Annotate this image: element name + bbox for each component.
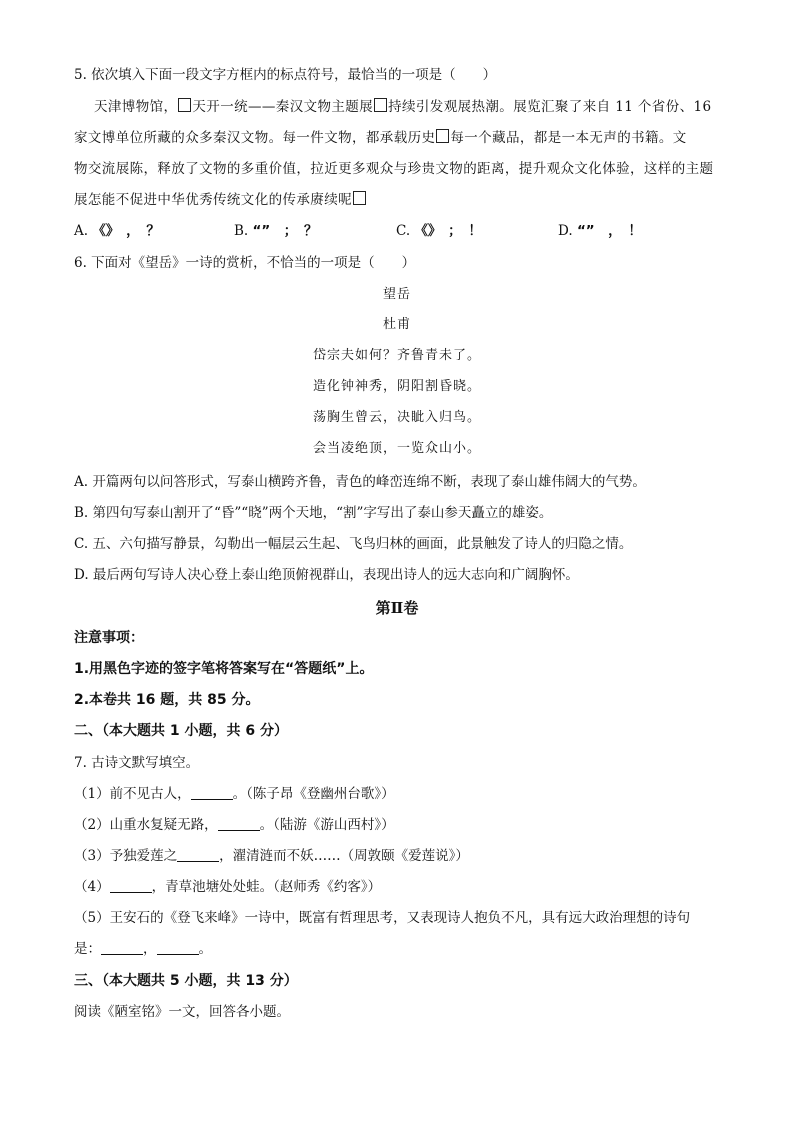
notice-2: 2.本卷共 16 题，共 85 分。 [74, 692, 260, 708]
q5-text: 天津博物馆， [94, 99, 178, 115]
q5-text: 天开一统——秦汉文物主题展 [192, 99, 374, 115]
q5-passage-line1 [94, 98, 711, 116]
q5-passage-line3: 物交流展陈，释放了文物的多重价值，拉近更多观众与珍贵文物的距离，提升观众文化体验，这样的主题 [74, 161, 714, 177]
option-text: “” ， ！ [576, 223, 642, 239]
item-text: ， [143, 941, 157, 957]
q5-text: 家文博单位所藏的众多秦汉文物。每一件文物，都承载历史 [74, 130, 436, 146]
punct-box [353, 191, 366, 205]
q7-item-2 [74, 816, 395, 834]
q6-option-d[interactable]: D. 最后两句写诗人决心登上泰山绝顶俯视群山，表现出诗人的远大志向和广阔胸怀。 [74, 567, 579, 583]
q6-option-b[interactable]: B. 第四句写泰山割开了“昏”“晓”两个天地，“割”字写出了泰山参天矗立的雄姿。 [74, 505, 553, 521]
section3-heading: 三、（本大题共 5 小题，共 13 分） [74, 973, 298, 989]
notice-1: 1.用黑色字迹的签字笔将答案写在“答题纸”上。 [74, 661, 374, 677]
q5-passage-line4 [74, 191, 367, 209]
q7-item-4 [74, 878, 381, 896]
notice-heading: 注意事项： [74, 630, 144, 646]
q6-stem: 6. 下面对《望岳》一诗的赏析，不恰当的一项是（ ） [74, 255, 416, 271]
q7-item-5: （5）王安石的《登飞来峰》一诗中，既富有哲理思考，又表现诗人抱负不凡，具有远大政治理想的诗句 [74, 910, 691, 926]
q5-option-c[interactable] [396, 222, 482, 240]
item-text: ，濯清涟而不妖……（周敦颐《爱莲说》） [219, 848, 469, 864]
option-letter: B. [234, 223, 249, 239]
punct-box [178, 98, 191, 112]
q7-item-3 [74, 847, 469, 865]
item-text: （2）山重水复疑无路， [74, 817, 218, 833]
q6-option-c[interactable]: C. 五、六句描写静景，勾勒出一幅层云生起、飞鸟归林的画面，此景触发了诗人的归隐之情。 [74, 536, 633, 552]
part2-title: 第Ⅱ卷 [375, 599, 419, 617]
section2-heading: 二、（本大题共 1 小题，共 6 分） [74, 723, 288, 739]
poem-line: 会当凌绝顶，一览众山小。 [312, 441, 481, 456]
section3-intro: 阅读《陋室铭》一文，回答各小题。 [74, 1004, 290, 1020]
item-text: 是： [74, 941, 101, 957]
option-letter: D. [558, 223, 573, 239]
answer-blank[interactable] [110, 878, 152, 893]
option-text: “” ； ？ [252, 223, 318, 239]
item-text: 。 [198, 941, 212, 957]
punct-box [436, 129, 449, 143]
answer-blank[interactable] [101, 940, 143, 955]
option-letter: C. [396, 223, 411, 239]
poem-line: 岱宗夫如何？齐鲁青未了。 [312, 348, 481, 363]
answer-blank[interactable] [191, 785, 233, 800]
answer-blank[interactable] [177, 847, 219, 862]
item-text: （1）前不见古人， [74, 786, 191, 802]
q7-item-5-answer [74, 940, 212, 958]
poem-line: 荡胸生曾云，决眦入归鸟。 [312, 410, 481, 425]
q5-text: 持续引发观展热潮。展览汇聚了来自 11 个省份、16 [388, 99, 712, 115]
poem-author: 杜甫 [382, 317, 411, 332]
q7-item-1 [74, 785, 395, 803]
item-text: ，青草池塘处处蛙。（赵师秀《约客》） [151, 879, 382, 895]
punct-box [374, 98, 387, 112]
q6-option-a[interactable]: A. 开篇两句以问答形式，写泰山横跨齐鲁，青色的峰峦连绵不断，表现了泰山雄伟阔大的气势。 [74, 474, 646, 490]
q5-option-a[interactable] [74, 222, 160, 240]
poem-title: 望岳 [382, 287, 411, 302]
q7-stem: 7. 古诗文默写填空。 [74, 755, 200, 771]
poem-line: 造化钟神秀，阴阳割昏晓。 [312, 379, 481, 394]
q5-text: 每一个藏品，都是一本无声的书籍。文 [450, 130, 687, 146]
q5-passage-line2 [74, 129, 687, 147]
q5-stem: 5. 依次填入下面一段文字方框内的标点符号，最恰当的一项是（ ） [74, 67, 497, 83]
item-text: （4） [74, 879, 110, 895]
option-text: 《》 ； ！ [414, 223, 482, 239]
answer-blank[interactable] [157, 940, 199, 955]
option-text: 《》 ， ？ [92, 223, 160, 239]
q5-text: 展怎能不促进中华优秀传统文化的传承赓续呢 [74, 192, 352, 208]
item-text: 。（陆游《游山西村》） [259, 817, 395, 833]
answer-blank[interactable] [218, 816, 260, 831]
q5-option-b[interactable] [234, 222, 318, 240]
item-text: （3）予独爱莲之 [74, 848, 178, 864]
item-text: 。（陈子昂《登幽州台歌》） [232, 786, 395, 802]
option-letter: A. [74, 223, 89, 239]
q5-option-d[interactable] [558, 222, 642, 240]
